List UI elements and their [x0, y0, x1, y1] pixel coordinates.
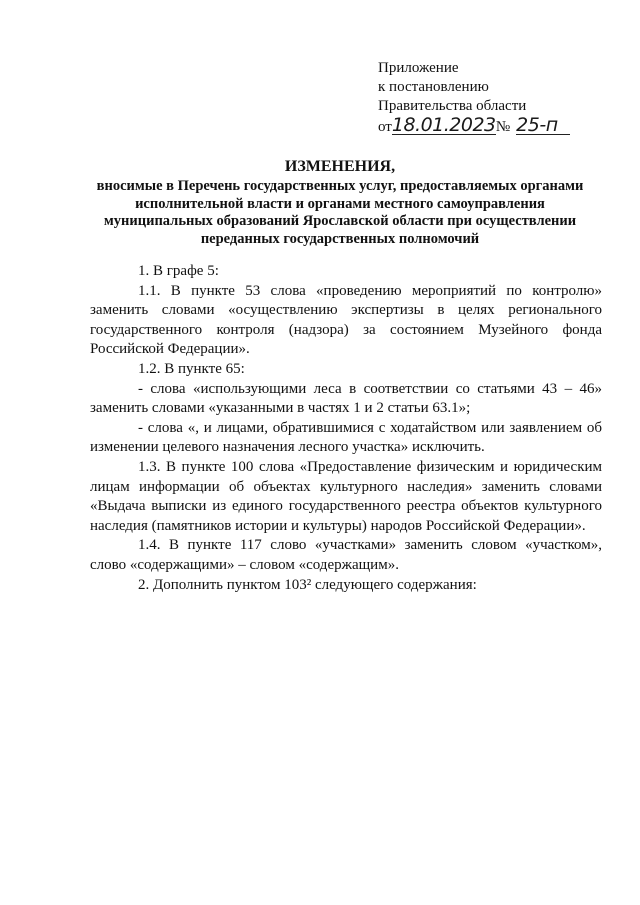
- number-label: №: [495, 119, 511, 135]
- paragraph: 2. Дополнить пунктом 103² следующего содержания:: [138, 576, 477, 593]
- appendix-block: [378, 59, 628, 137]
- paragraph: 1.1. В пункте 53 слова «проведению мероприятий по контролю» заменить словами «осуществлению экспертизы в целях регионального государственного контроля (надзора) за состоянием Музейного фонда Российской Федерации».: [90, 282, 602, 358]
- paragraph: 1.2. В пункте 65:: [138, 360, 245, 377]
- document-title: ИЗМЕНЕНИЯ,: [284, 158, 396, 175]
- appendix-line-1: Приложение: [378, 60, 459, 76]
- from-label: от: [378, 119, 392, 135]
- paragraph: 1.4. В пункте 117 слово «участками» заменить словом «участком», слово «содержащими» – словом «содержащим».: [90, 537, 602, 573]
- paragraph: 1.3. В пункте 100 слова «Предоставление физическим и юридическим лицам информации об объектах культурного наследия» заменить словами «Выдача выписки из единого государственного реестра объектов культурного наследия (памятников истории и культуры) народов Российской Федерации».: [90, 458, 602, 534]
- paragraph: - слова «использующими леса в соответствии со статьями 43 – 46» заменить словами «указанными в частях 1 и 2 статьи 63.1»;: [90, 380, 602, 417]
- paragraph: - слова «, и лицами, обратившимися с ходатайством или заявлением об изменении целевого назначения лесного участка» исключить.: [90, 419, 602, 456]
- document-subtitle: вносимые в Перечень государственных услуг, предоставляемых органами исполнительной власти и органами местного самоуправления муниципальных образований Ярославской области при осуществлении переданных государственных полномочий: [96, 178, 584, 247]
- handwritten-date: 18.01.2023: [391, 114, 496, 136]
- document-body: [90, 262, 602, 595]
- appendix-date-number-line: [378, 116, 628, 137]
- appendix-line-2: к постановлению: [378, 79, 489, 95]
- appendix-line-3: Правительства области: [378, 98, 527, 114]
- paragraph: 1. В графе 5:: [138, 263, 219, 279]
- handwritten-number: 25-п: [516, 116, 570, 135]
